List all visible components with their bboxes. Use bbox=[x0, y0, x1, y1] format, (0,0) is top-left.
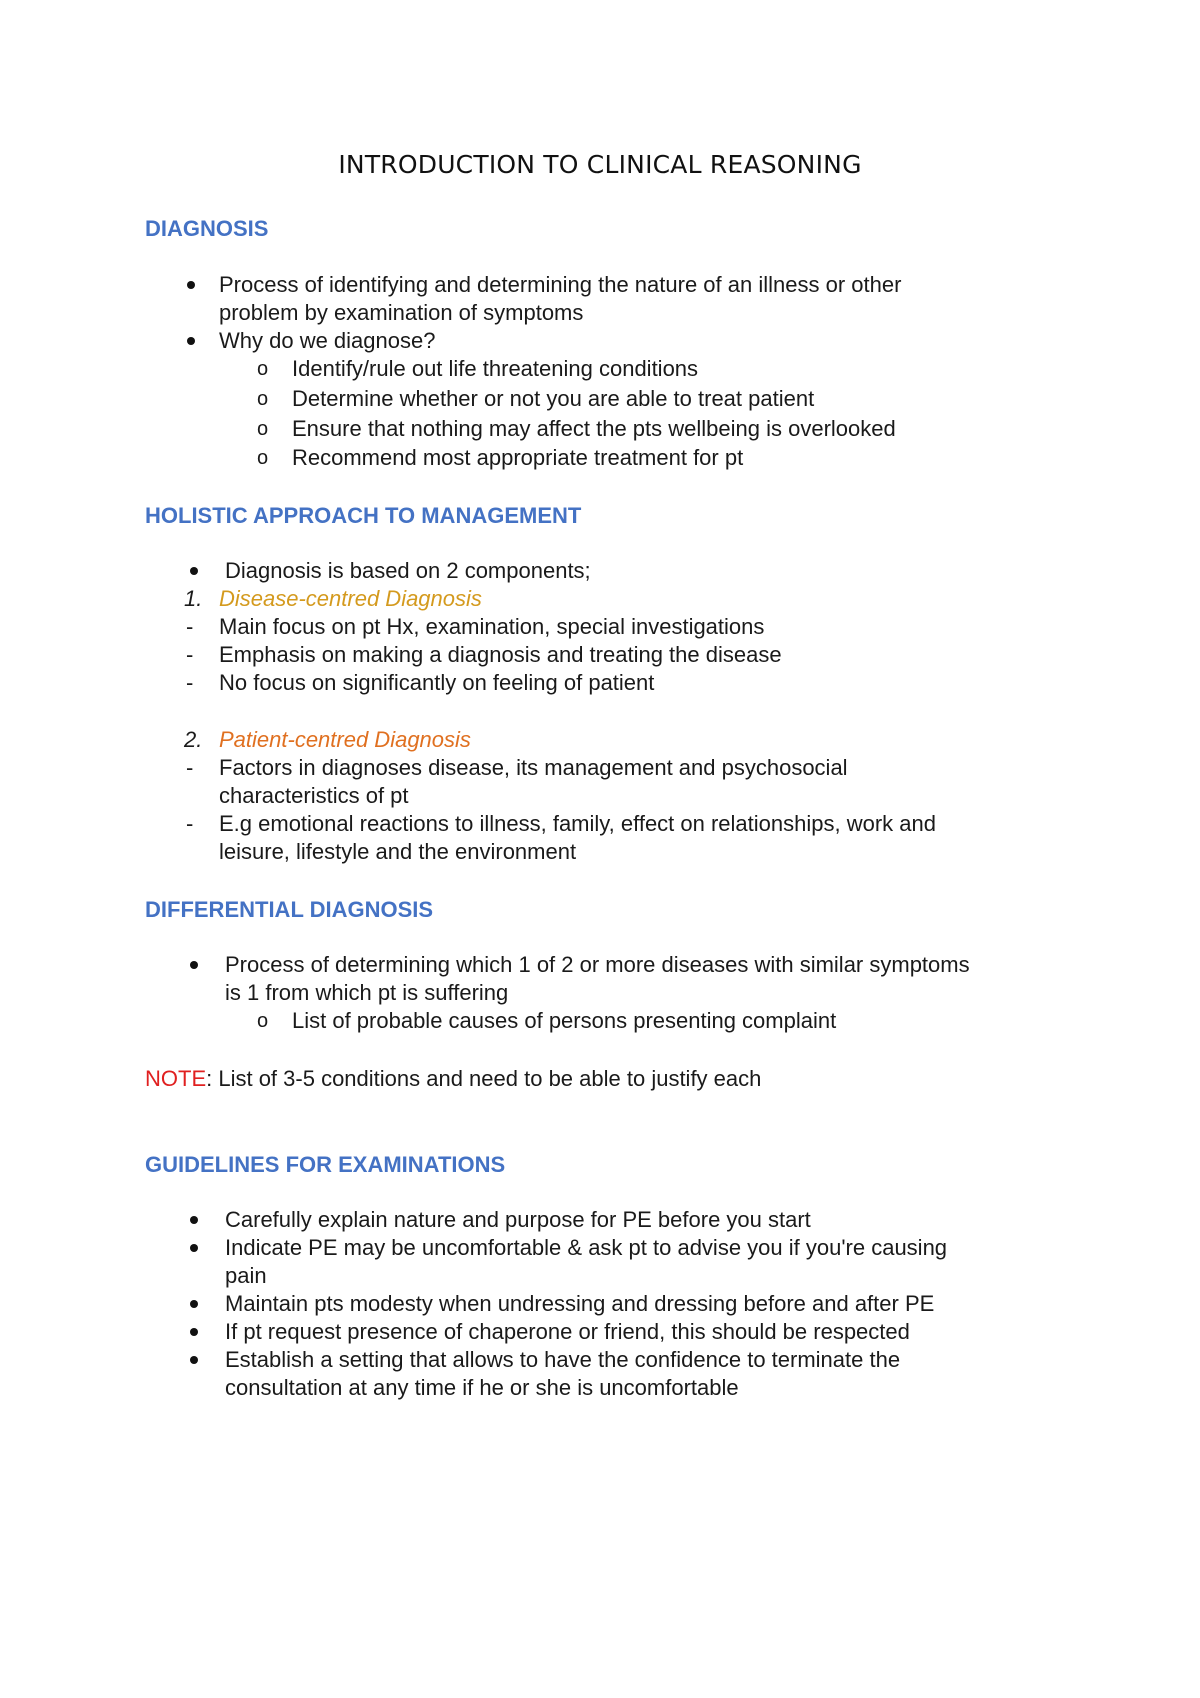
guidelines-bullet-3: Maintain pts modesty when undressing and dressing before and after PE bbox=[225, 1291, 935, 1316]
document-title: INTRODUCTION TO CLINICAL REASONING bbox=[338, 150, 862, 179]
differential-bullet-1-line-2: is 1 from which pt is suffering bbox=[225, 980, 509, 1005]
disease-item-2: Emphasis on making a diagnosis and treating the disease bbox=[219, 642, 782, 667]
sub-bullet-marker: o bbox=[257, 358, 269, 380]
bullet bbox=[187, 337, 195, 345]
sub-bullet-marker: o bbox=[257, 447, 269, 469]
guidelines-bullet-2-line-2: pain bbox=[225, 1263, 267, 1288]
patient-item-1-line-2: characteristics of pt bbox=[219, 783, 409, 808]
heading-guidelines: GUIDELINES FOR EXAMINATIONS bbox=[145, 1152, 506, 1177]
dash-marker: - bbox=[186, 811, 194, 836]
differential-bullet-1-line-1: Process of determining which 1 of 2 or more diseases with similar symptoms bbox=[225, 952, 970, 977]
list-number: 1. bbox=[184, 586, 203, 611]
bullet bbox=[190, 961, 198, 969]
holistic-bullet-1: Diagnosis is based on 2 components; bbox=[225, 558, 591, 583]
guidelines-bullet-2-line-1: Indicate PE may be uncomfortable & ask pt to advise you if you're causing bbox=[225, 1235, 948, 1260]
disease-item-3: No focus on significantly on feeling of patient bbox=[219, 670, 655, 695]
sub-bullet-marker: o bbox=[257, 388, 269, 410]
bullet bbox=[190, 1328, 198, 1336]
diagnosis-sub-4: Recommend most appropriate treatment for pt bbox=[292, 445, 744, 470]
diagnosis-bullet-1-line-2: problem by examination of symptoms bbox=[219, 300, 584, 325]
note-label: NOTE bbox=[145, 1066, 207, 1091]
bullet bbox=[190, 1300, 198, 1308]
heading-diagnosis: DIAGNOSIS bbox=[145, 216, 269, 241]
diagnosis-sub-1: Identify/rule out life threatening conditions bbox=[292, 356, 699, 381]
disease-item-1: Main focus on pt Hx, examination, special investigations bbox=[219, 614, 765, 639]
guidelines-bullet-5-line-1: Establish a setting that allows to have the confidence to terminate the bbox=[225, 1347, 901, 1372]
bullet bbox=[190, 1216, 198, 1224]
heading-holistic: HOLISTIC APPROACH TO MANAGEMENT bbox=[145, 503, 582, 528]
disease-centred-label: Disease-centred Diagnosis bbox=[219, 586, 482, 611]
diagnosis-bullet-2: Why do we diagnose? bbox=[219, 328, 436, 353]
guidelines-bullet-1: Carefully explain nature and purpose for PE before you start bbox=[225, 1207, 811, 1232]
note-line bbox=[145, 1065, 761, 1093]
guidelines-bullet-4: If pt request presence of chaperone or friend, this should be respected bbox=[225, 1319, 910, 1344]
note-text: : List of 3-5 conditions and need to be able to justify each bbox=[206, 1066, 762, 1091]
bullet bbox=[190, 1356, 198, 1364]
bullet bbox=[190, 1244, 198, 1252]
patient-item-2-line-1: E.g emotional reactions to illness, family, effect on relationships, work and bbox=[219, 811, 936, 836]
dash-marker: - bbox=[186, 670, 194, 695]
guidelines-bullet-5-line-2: consultation at any time if he or she is uncomfortable bbox=[225, 1375, 739, 1400]
bullet bbox=[187, 281, 195, 289]
patient-item-2-line-2: leisure, lifestyle and the environment bbox=[219, 839, 577, 864]
differential-sub-1: List of probable causes of persons presenting complaint bbox=[292, 1008, 837, 1033]
diagnosis-bullet-1-line-1: Process of identifying and determining the nature of an illness or other bbox=[219, 272, 902, 297]
dash-marker: - bbox=[186, 642, 194, 667]
list-number: 2. bbox=[184, 727, 203, 752]
sub-bullet-marker: o bbox=[257, 418, 269, 440]
bullet bbox=[190, 567, 198, 575]
patient-item-1-line-1: Factors in diagnoses disease, its management and psychosocial bbox=[219, 755, 848, 780]
diagnosis-sub-2: Determine whether or not you are able to treat patient bbox=[292, 386, 815, 411]
heading-differential: DIFFERENTIAL DIAGNOSIS bbox=[145, 897, 434, 922]
patient-centred-label: Patient-centred Diagnosis bbox=[219, 727, 471, 752]
sub-bullet-marker: o bbox=[257, 1010, 269, 1032]
diagnosis-sub-3: Ensure that nothing may affect the pts wellbeing is overlooked bbox=[292, 416, 896, 441]
dash-marker: - bbox=[186, 755, 194, 780]
dash-marker: - bbox=[186, 614, 194, 639]
